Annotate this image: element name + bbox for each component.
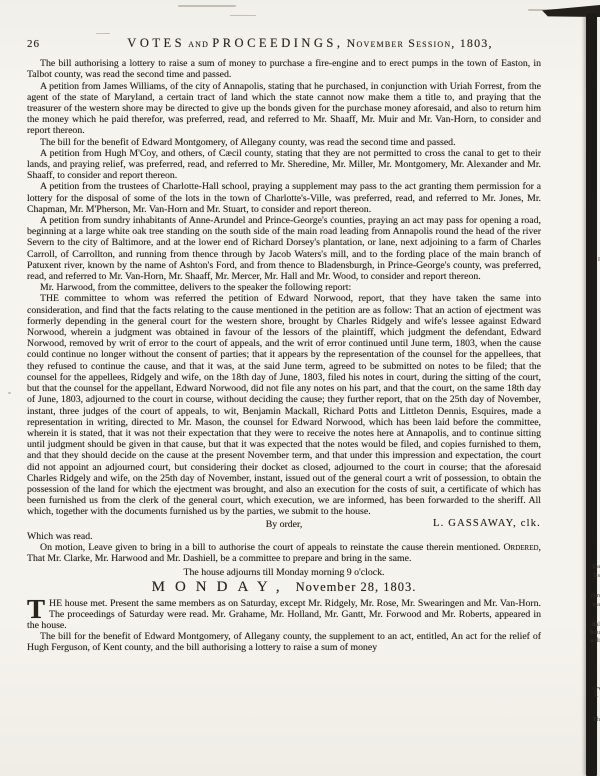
title-votes: VOTES bbox=[127, 36, 186, 50]
running-header bbox=[27, 38, 541, 50]
scan-smudge bbox=[96, 33, 110, 34]
committee-report: THE committee to whom was referred the petition of Edward Norwood, report, that they have taken the same into consideration, and find that the facts relating to the cause mentioned in the petition are as follow: That an action of ejectment was formerly depending in the general court for the western shore, brought by Charles Ridgely and wife's lessee against Edward Norwood, wherein a judgment was obtained in favour of the lessors of the plaintiff, which judgment the defendant, Edward Norwood, removed by writ of error to the court of appeals, and the writ of error continued until June term, 1803, when the cause could continue no longer without the consent of parties; that it appears by the representation of the counsel for the appellees, that they refused to continue the cause, and that it was, at the said June term, agreed to be submitted on notes to be filed; that the counsel for the appellees, Ridgely and wife, on the 18th day of June, 1803, filed his notes in court, during the sitting of the court, but that the counsel for the appellant, Edward Norwood, did not file any notes on his part, and that the court, on the same 18th day of June, 1803, adjourned to the court in course, without deciding the cause; they further report, that on the 25th day of November, instant, three judges of the court of appeals, to wit, Benjamin Mackall, Richard Potts and Littleton Dennis, Esquires, made a representation in writing, directed to Mr. Mason, the counsel for Edward Norwood, which has been laid before the committee, wherein it is stated, that it was not their expectation that they were to receive the notes here at Annapolis, and to continue sitting until judgment should be given in that cause, but that it was expected that the notes would be filed, and copies furnished to them, and that they should decide on the cause at the present November term, and that under this impression and expectation, the court did not appoint an adjourned court, but considering their docket as closed, adjourned to the court in course; that the aforesaid Charles Ridgely and wife, on the 25th day of November, instant, issued out of the general court a writ of possession, to obtain the possession of the land for which the ejectment was brought, and also an execution for the costs of suit, a certificate of which has been furnished us from the clerk of the general court, which execution, we are informed, has been forwarded to the sheriff. All which, together with the documents furnished us by the parties, we submit to the house. bbox=[27, 293, 541, 518]
bleed-fragment: Ca bbox=[592, 563, 600, 570]
page-content bbox=[27, 38, 541, 654]
paragraph-james-williams-petition: A petition from James Williams, of the city of Annapolis, stating that he purchased, in conjunction with Uriah Forrest, from the agent of the state of Maryland, a certain tract of land which the state cannot now make them a title to, and praying that the treasurer of the western shore may be directed to give up the bonds given for the purchase money aforesaid, and also to return him the money which he paid therefor, was preferred, read, and referred to Mr. Shaaff, Mr. Muir and Mr. Van-Horn, to consider and report thereon. bbox=[27, 80, 541, 137]
monday-session-heading bbox=[27, 579, 541, 596]
page-number: 26 bbox=[27, 38, 40, 50]
bleed-fragment: lis bbox=[593, 572, 600, 579]
scan-smudge bbox=[178, 5, 236, 7]
bleed-fragment: T bbox=[590, 685, 600, 701]
scan-smudge bbox=[230, 15, 256, 16]
ordered-word: Ordered bbox=[503, 541, 539, 553]
bleed-fragment: a di bbox=[590, 637, 600, 644]
paragraph-fire-engine-bill: The bill authorising a lottery to raise a sum of money to purchase a fire-engine and to erect pumps in the town of Easton, in Talbot county, was read the second time and passed. bbox=[27, 58, 541, 81]
bleed-fragment: con bbox=[590, 592, 600, 599]
page-title bbox=[79, 38, 541, 49]
bleed-fragment: hou bbox=[590, 629, 600, 636]
bleed-fragment: Th bbox=[592, 716, 600, 723]
title-session: November Session, 1803, bbox=[346, 36, 493, 50]
clerk-signature: L. GASSAWAY, clk. bbox=[433, 517, 541, 529]
by-order-line: By order, bbox=[265, 518, 303, 530]
paragraph-mccoy-petition: A petition from Hugh M'Coy, and others, of Cæcil county, stating that they are not permitted to cross the canal to get to their lands, and praying relief, was preferred, read, and referred to Mr. Sheredine, Mr. Miller, Mr. Montgomery, Mr. Alexander and Mr. Shaaff, to consider and report thereon. bbox=[27, 147, 541, 182]
monday-opening-text: HE house met. Present the same members as on Saturday, except Mr. Ridgely, Mr. Rose, Mr. Swearingen and Mr. Van-Horn. The proceedings of Saturday were read. Mr. Grahame, Mr. Holland, Mr. Gantt, Mr. Forwood and Mr. Roberts, appeared in the house. bbox=[27, 597, 541, 631]
on-motion-post: , That Mr. Clarke, Mr. Harwood and Mr. Dashiell, be a committee to prepare and bring in the same. bbox=[27, 541, 541, 564]
monday-continuation-paragraph: The bill for the benefit of Edward Montgomery, of Allegany county, the supplement to an act, entitled, An act for the relief of Hugh Ferguson, of Kent county, and the bill authorising a lottery to raise a sum of money bbox=[27, 631, 541, 654]
on-motion-paragraph bbox=[27, 542, 541, 564]
paragraph-charlotte-hall-petition: A petition from the trustees of Charlotte-Hall school, praying a supplement may pass to the act granting them permission for a lottery for the disposal of some of the lots in the town of Charlotte's-Ville, was preferred, read, and referred to Mr. Jones, Mr. Chapman, Mr. M'Pherson, Mr. Van-Horn and Mr. Stuart, to consider and report thereon. bbox=[27, 181, 541, 215]
bleed-fragment: dal bbox=[592, 621, 600, 628]
scan-smudge bbox=[8, 392, 11, 394]
on-motion-pre: On motion, Leave given to bring in a bill to authorise the court of appeals to reinstate the cause therein mentioned. bbox=[40, 541, 504, 553]
adjacent-page-bleed-text bbox=[590, 0, 600, 776]
drop-cap-letter: T bbox=[27, 593, 46, 624]
title-and: and bbox=[188, 36, 210, 50]
signature-row bbox=[27, 519, 541, 531]
adjournment-line: The house adjourns till Monday morning 9 o'clock. bbox=[183, 567, 385, 579]
which-was-read-line: Which was read. bbox=[27, 530, 93, 542]
bleed-fragment: wa bbox=[592, 601, 600, 608]
monday-date: November 28, 1803. bbox=[295, 580, 417, 595]
monday-day: MONDAY, bbox=[151, 579, 290, 596]
bleed-fragment: I bbox=[597, 256, 600, 263]
paragraph-road-petition: A petition from sundry inhabitants of Anne-Arundel and Prince-George's counties, praying an act may pass for opening a road, beginning at a large white oak tree standing on the south side of the main road leading from Annapolis round the head of the river Severn to the city of Baltimore, and at the lower end of Richard Dorsey's plantation, or lane, next adjoining to a farm of Charles Carroll, of Carrollton, and running from thence through by Jacob Waters's mill, and to the fording place of the main branch of Patuxent river, known by the name of Ashton's Ford, and from thence to Bladensburgh, in Prince-George's county, was preferred, read, and referred to Mr. Van-Horn, Mr. Shaaff, Mr. Mercer, Mr. Hall and Mr. Wood, to consider and report thereon. bbox=[27, 215, 541, 283]
report-intro: Mr. Harwood, from the committee, delivers to the speaker the following report: bbox=[40, 282, 352, 294]
title-proceedings: PROCEEDINGS, bbox=[212, 36, 344, 50]
paragraph-montgomery-bill: The bill for the benefit of Edward Montgomery, of Allegany county, was read the second time and passed. bbox=[40, 136, 456, 148]
monday-opening-paragraph bbox=[27, 593, 541, 632]
